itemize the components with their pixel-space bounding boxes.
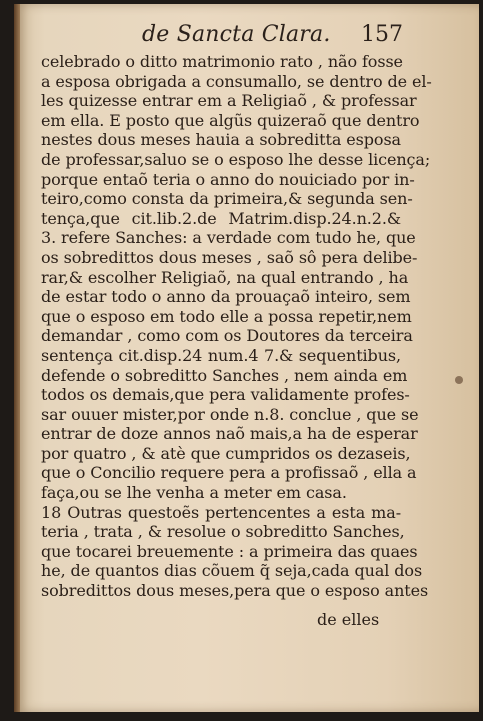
text-line: em ella. E posto que algũs quizeraõ que dentro xyxy=(41,110,420,130)
ink-spot xyxy=(455,376,463,384)
text-line: que tocarei breuemente : a primeira das quaes xyxy=(41,541,418,561)
text-line: he, de quantos dias cõuem q̃ seja,cada qual dos xyxy=(41,561,423,581)
text-line: os sobredittos dous meses , saõ sô pera delibe- xyxy=(41,247,418,267)
text-line: 3. refere Sanches: a verdade com tudo he, que xyxy=(41,228,416,248)
text-line: porque entaõ teria o anno do nouiciado por in- xyxy=(41,169,415,189)
paragraph-start-line: 18 Outras questoẽs pertencentes a esta ma- xyxy=(41,502,401,522)
text-line: tença,que cit.lib.2.de Matrim.disp.24.n.2.& xyxy=(41,208,401,228)
text-line: entrar de doze annos naõ mais,a ha de esperar xyxy=(41,424,418,444)
text-line: por quatro , & atè que cumpridos os dezaseis, xyxy=(41,443,411,463)
page-number: 157 xyxy=(361,22,403,47)
body-text xyxy=(41,52,432,601)
book-page xyxy=(14,4,479,712)
text-line: defende o sobreditto Sanches , nem ainda em xyxy=(41,365,408,385)
text-line: rar,& escolher Religiaõ, na qual entrando , ha xyxy=(41,267,409,287)
text-line: sentença cit.disp.24 num.4 7.& sequentibus, xyxy=(41,345,401,365)
text-line: que o esposo em todo elle a possa repetir,nem xyxy=(41,306,412,326)
book-spine xyxy=(14,4,20,712)
running-head: de Sancta Clara. xyxy=(142,22,331,47)
text-line: teiro,como consta da primeira,& segunda sen- xyxy=(41,189,413,209)
text-line: todos os demais,que pera validamente profes- xyxy=(41,385,410,405)
text-line: sobredittos dous meses,pera que o esposo antes xyxy=(41,581,429,601)
text-line: faça,ou se lhe venha a meter em casa. xyxy=(41,483,347,503)
text-line: les quizesse entrar em a Religiaõ , & professar xyxy=(41,91,417,111)
text-line: sar ouuer mister,por onde n.8. conclue , que se xyxy=(41,404,419,424)
text-line: de professar,saluo se o esposo lhe desse licença; xyxy=(41,149,431,169)
text-line: demandar , como com os Doutores da terceira xyxy=(41,326,413,346)
text-line: que o Concilio requere pera a profissaõ , ella a xyxy=(41,463,417,483)
text-line: a esposa obrigada a consumallo, se dentro de el- xyxy=(41,71,432,91)
text-line: celebrado o ditto matrimonio rato , não fosse xyxy=(41,52,403,71)
text-line: de estar todo o anno da prouaçaõ inteiro, sem xyxy=(41,287,411,307)
page-header xyxy=(17,22,479,50)
catchword: de elles xyxy=(317,610,380,629)
text-line: teria , trata , & resolue o sobreditto Sanches, xyxy=(41,522,405,542)
text-line: nestes dous meses hauia a sobreditta esposa xyxy=(41,130,401,150)
